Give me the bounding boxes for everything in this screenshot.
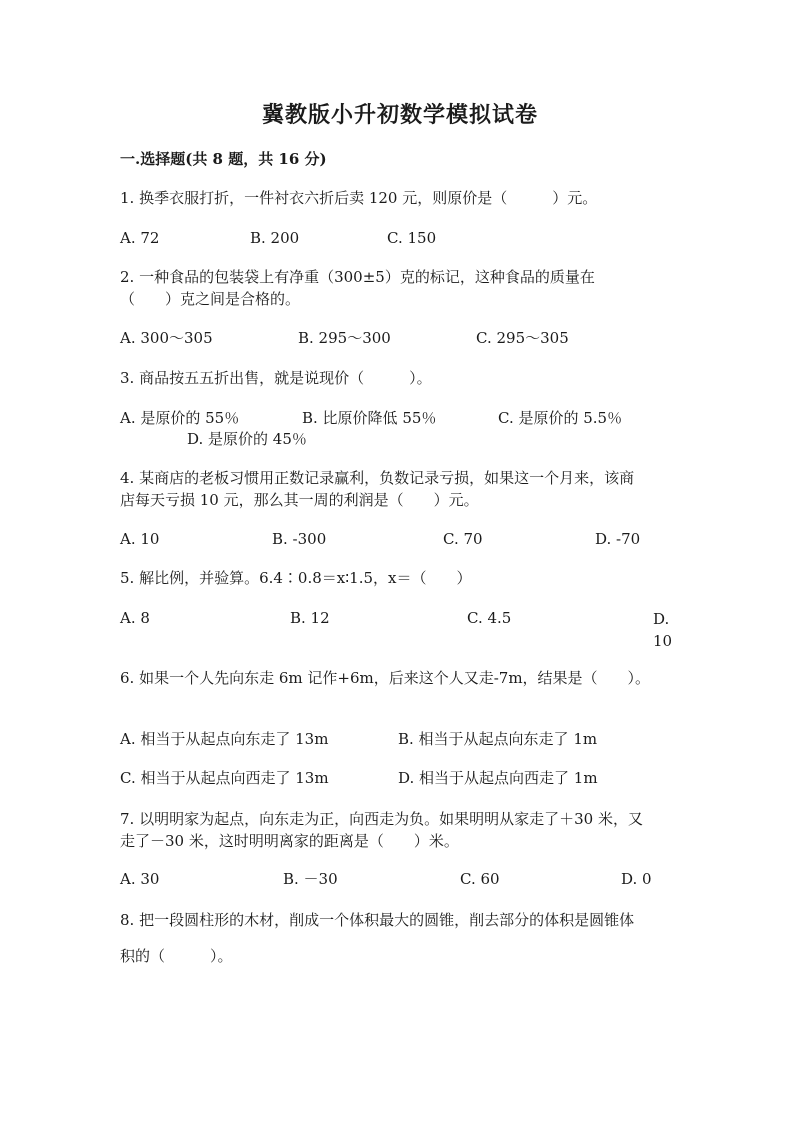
question-3-option-c: C. 是原价的 5.5％ — [498, 409, 623, 427]
question-6-option-a: A. 相当于从起点向东走了 13m — [120, 730, 329, 748]
question-8-stem: 8. 把一段圆柱形的木材，削成一个体积最大的圆锥，削去部分的体积是圆锥体 积的（ ）。 — [120, 911, 635, 965]
question-3-option-a: A. 是原价的 55％ — [120, 409, 240, 427]
question-4-option-b: B. -300 — [272, 530, 327, 548]
question-4-stem: 4. 某商店的老板习惯用正数记录赢利，负数记录亏损，如果这一个月来，该商 店每天亏损 10 元，那么其一周的利润是（ ）元。 — [120, 469, 635, 509]
question-5-option-d: D. 10 — [653, 610, 673, 650]
question-1-option-a: A. 72 — [120, 229, 160, 247]
question-6-option-b: B. 相当于从起点向东走了 1m — [398, 730, 598, 748]
question-7-option-a: A. 30 — [120, 870, 160, 888]
question-2-stem: 2. 一种食品的包装袋上有净重（300±5）克的标记，这种食品的质量在 （ ）克之间是合格的。 — [120, 268, 595, 308]
question-1-option-c: C. 150 — [387, 229, 437, 247]
question-7-option-b: B. －30 — [283, 870, 338, 888]
question-5-option-c: C. 4.5 — [467, 609, 512, 627]
question-1-option-b: B. 200 — [250, 229, 300, 247]
question-4-option-c: C. 70 — [443, 530, 483, 548]
question-3-stem: 3. 商品按五五折出售，就是说现价（ ）。 — [120, 369, 432, 387]
question-3-option-d: D. 是原价的 45％ — [187, 430, 307, 448]
question-7-option-c: C. 60 — [460, 870, 500, 888]
question-1-stem: 1. 换季衣服打折，一件衬衣六折后卖 120 元，则原价是（ ）元。 — [120, 189, 598, 207]
question-2-option-a: A. 300～305 — [120, 329, 213, 347]
question-6-option-d: D. 相当于从起点向西走了 1m — [398, 769, 598, 787]
question-2-option-b: B. 295～300 — [298, 329, 391, 347]
question-4-option-a: A. 10 — [120, 530, 160, 548]
question-4-option-d: D. -70 — [595, 530, 641, 548]
question-7-stem: 7. 以明明家为起点，向东走为正，向西走为负。如果明明从家走了＋30 米，又 走了－30 米，这时明明离家的距离是（ ）米。 — [120, 810, 643, 850]
section-heading: 一.选择题(共 8 题，共 16 分) — [120, 150, 327, 168]
question-5-stem: 5. 解比例，并验算。6.4∶0.8＝x∶1.5，x＝（ ） — [120, 569, 472, 587]
question-5-option-b: B. 12 — [290, 609, 330, 627]
question-7-option-d: D. 0 — [621, 870, 652, 888]
question-5-option-a: A. 8 — [120, 609, 150, 627]
question-6-stem: 6. 如果一个人先向东走 6m 记作+6m，后来这个人又走-7m，结果是（ ）。 — [120, 669, 651, 687]
question-6-option-c: C. 相当于从起点向西走了 13m — [120, 769, 329, 787]
question-2-option-c: C. 295～305 — [476, 329, 569, 347]
page-title: 冀教版小升初数学模拟试卷 — [261, 102, 538, 128]
question-3-option-b: B. 比原价降低 55％ — [302, 409, 437, 427]
